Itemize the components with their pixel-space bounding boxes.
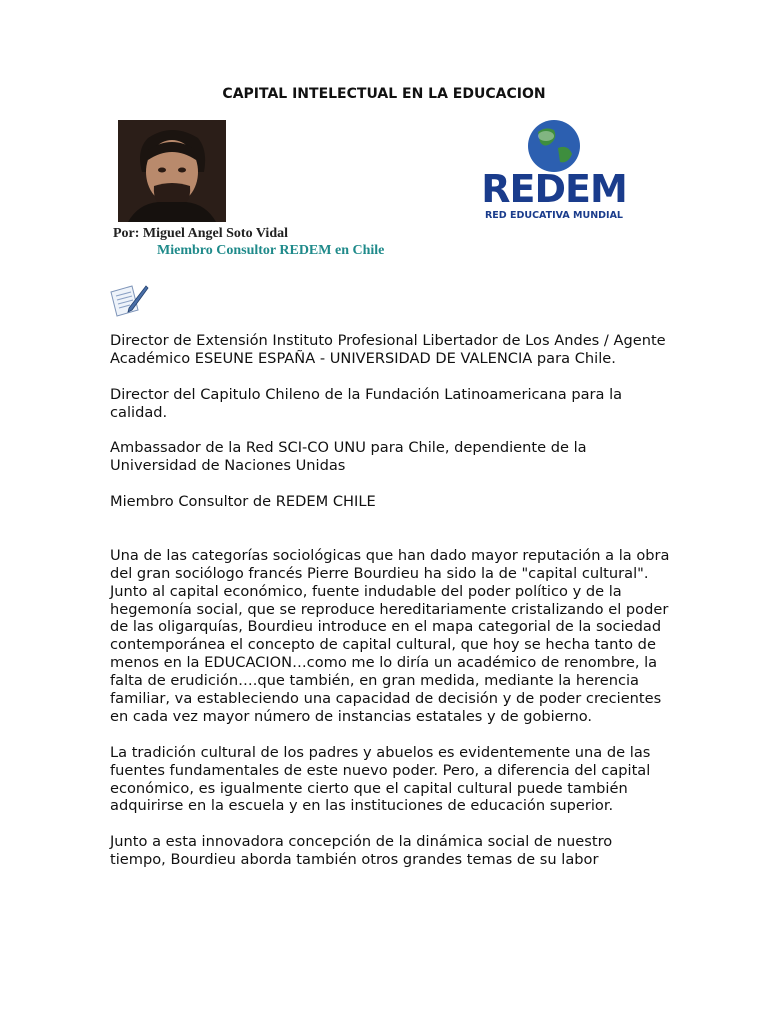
paragraph-body-2: La tradición cultural de los padres y abuelos es evidentemente una de las fuentes fundamentales de este nuevo poder. Pero, a diferencia del capital económico, es igualmente cierto que el capital cultural puede también adquirirse en la escuela y en las instituciones de educación superior.: [110, 743, 651, 815]
document-title: CAPITAL INTELECTUAL EN LA EDUCACION: [222, 86, 546, 102]
redem-logo-word: REDEM: [481, 167, 627, 211]
author-photo: [118, 120, 226, 222]
redem-logo: [474, 118, 634, 226]
paragraph-body-1: Una de las categorías sociológicas que han dado mayor reputación a la obra del gran sociólogo francés Pierre Bourdieu ha sido la de "capital cultural". Junto al capital económico, fuente indudable del poder político y de la hegemonía social, que se reproduce hereditariamente cristalizando el poder de las oligarquías, Bourdieu introduce en el mapa categorial de la sociedad contemporánea el concepto de capital cultural, que hoy se hecha tanto de menos en la EDUCACION…como me lo diría un académico de renombre, la falta de erudición….que también, en gran medida, mediante la herencia familiar, va estableciendo una capacidad de decisión y de poder crecientes en cada vez mayor número de instancias estatales y de gobierno.: [110, 546, 670, 725]
author-byline: Por: Miguel Angel Soto Vidal: [113, 226, 288, 241]
paragraph-affiliation-4: Miembro Consultor de REDEM CHILE: [110, 493, 376, 511]
paragraph-affiliation-1: Director de Extensión Instituto Profesional Libertador de Los Andes / Agente Académico ESEUNE ESPAÑA - UNIVERSIDAD DE VALENCIA para Chile.: [110, 332, 666, 367]
document-pen-icon: [108, 282, 150, 318]
paragraph-body-3: Junto a esta innovadora concepción de la dinámica social de nuestro tiempo, Bourdieu aborda también otros grandes temas de su labor: [110, 833, 613, 869]
redem-logo-tagline: RED EDUCATIVA MUNDIAL: [484, 210, 624, 221]
document-body: [110, 332, 670, 887]
redem-logo-image: [474, 118, 634, 226]
member-line: Miembro Consultor REDEM en Chile: [157, 243, 385, 258]
author-portrait-image: [118, 120, 226, 222]
paragraph-affiliation-3: Ambassador de la Red SCI-CO UNU para Chile, dependiente de la Universidad de Naciones Unidas: [110, 439, 587, 475]
paragraph-affiliation-2: Director del Capitulo Chileno de la Fundación Latinoamericana para la calidad.: [110, 385, 623, 421]
